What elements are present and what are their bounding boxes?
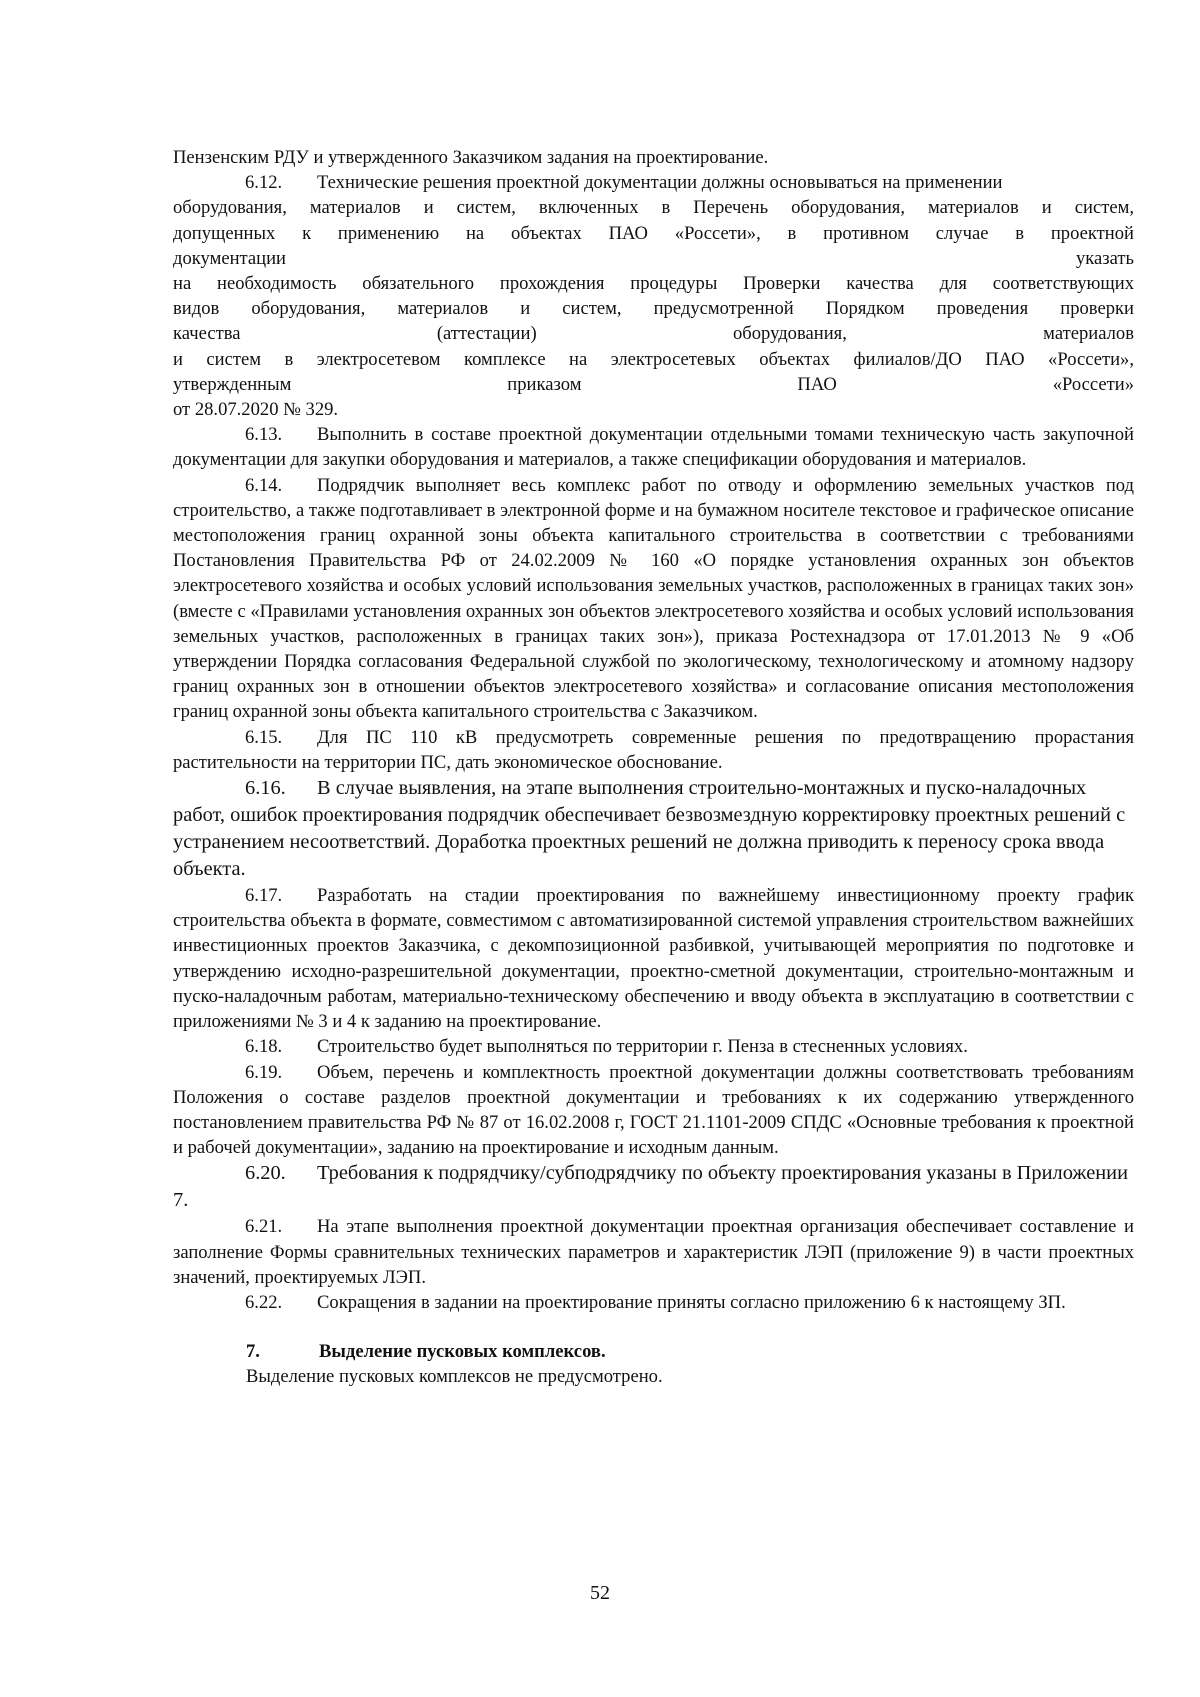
paragraph-6-19 — [173, 1060, 1134, 1161]
paragraph-6-20 — [173, 1160, 1134, 1214]
section-gap — [173, 1315, 1134, 1339]
paragraph-text: Выполнить в составе проектной документации отдельными томами техническую часть закупочной документации для закупки оборудования и материалов, а также спецификации оборудования и материалов. — [173, 424, 1134, 471]
section-title: Выделение пусковых комплексов. — [319, 1341, 606, 1363]
paragraph-number: 6.14. — [245, 474, 283, 496]
paragraph-text: На этапе выполнения проектной документации проектная организация обеспечивает составление и заполнение Формы сравнительных технических параметров и характеристик ЛЭП (приложение 9) в части проектных значений, проектируемых ЛЭП. — [173, 1216, 1134, 1288]
paragraph-6-12-line-7: качества (аттестации) оборудования, материалов — [173, 323, 1134, 345]
paragraph-6-12-line-3: допущенных к применению на объектах ПАО «Россети», в противном случае в проектной — [173, 222, 1134, 244]
page-number: 52 — [590, 1582, 610, 1604]
paragraph-number: 6.21. — [245, 1216, 283, 1238]
paragraph-text: Подрядчик выполняет весь комплекс работ по отводу и оформлению земельных участков под строительство, а также подготавливает в электронной форме и на бумажном носителе текстовое и графическое описание местоположения границ охранной зоны объекта капитального строительства в соответствии с требованиями Постановления Правительства РФ от 24.02.2009 № 160 «О порядке установления охранных зон объектов электросетевого хозяйства и особых условий использования земельных участков, расположенных в границах таких зон» (вместе с «Правилами установления охранных зон объектов электросетевого хозяйства и особых условий использования земельных участков, расположенных в границах таких зон»), приказа Ростехнадзора от 17.01.2013 № 9 «Об утверждении Порядка согласования Федеральной службой по экологическому, технологическому и атомному надзору границ охранных зон в отношении объектов электросетевого хозяйства» и согласование описания местоположения границ охранной зоны объекта капитального строительства с Заказчиком. — [173, 474, 1134, 723]
paragraph-6-13 — [173, 422, 1134, 472]
paragraph-6-12-line-1: 6.12. Технические решения проектной документации должны основываться на применении — [173, 170, 1134, 195]
paragraph-number: 6.15. — [245, 726, 283, 748]
section-7-text: Выделение пусковых комплексов не предусмотрено. — [246, 1366, 663, 1388]
paragraph-6-18 — [173, 1034, 1134, 1059]
paragraph-6-15 — [173, 725, 1134, 775]
paragraph-6-12 — [173, 170, 1134, 422]
paragraph-number: 6.19. — [245, 1061, 283, 1083]
paragraph-text: В случае выявления, на этапе выполнения строительно-монтажных и пуско-наладочных работ, ошибок проектирования подрядчик обеспечивает безвозмездную корректировку проектных решений с устранением несоответствий. Доработка проектных решений не должна приводить к переносу срока ввода объекта. — [173, 777, 1126, 881]
paragraph-text: Объем, перечень и комплектность проектной документации должны соответствовать требованиям Положения о составе разделов проектной документации и требованиях к их содержанию утвержденного постановлением правительства РФ № 87 от 16.02.2008 г, ГОСТ 21.1101-2009 СПДС «Основные требования к проектной и рабочей документации», заданию на проектирование и исходным данным. — [173, 1061, 1134, 1159]
paragraph-6-22 — [173, 1290, 1134, 1315]
section-7-heading — [173, 1339, 1134, 1364]
paragraph-number: 6.13. — [245, 424, 283, 446]
paragraph-6-12-line-10: от 28.07.2020 № 329. — [173, 399, 339, 421]
paragraph-6-12-line-2: оборудования, материалов и систем, включенных в Перечень оборудования, материалов и систем, — [173, 197, 1134, 219]
paragraph-text: Для ПС 110 кВ предусмотреть современные решения по предотвращению прорастания растительности на территории ПС, дать экономическое обоснование. — [173, 726, 1134, 773]
paragraph-6-12-line-8: и систем в электросетевом комплексе на электросетевых объектах филиалов/ДО ПАО «Россети», — [173, 348, 1134, 370]
paragraph-number: 6.18. — [245, 1036, 283, 1058]
paragraph-6-12-line-4: документации указать — [173, 247, 1134, 269]
paragraph-text: Сокращения в задании на проектирование приняты согласно приложению 6 к настоящему ЗП. — [317, 1291, 1066, 1313]
paragraph-number: 6.22. — [245, 1291, 283, 1313]
intro-line: Пензенским РДУ и утвержденного Заказчиком задания на проектирование. — [173, 147, 769, 168]
paragraph-text: Строительство будет выполняться по территории г. Пенза в стесненных условиях. — [317, 1036, 968, 1058]
paragraph-number: 6.17. — [245, 885, 283, 907]
paragraph-text: Требования к подрядчику/субподрядчику по объекту проектирования указаны в Приложении 7. — [173, 1162, 1128, 1212]
paragraph-6-12-line-6: видов оборудования, материалов и систем, предусмотренной Порядком проведения проверки — [173, 298, 1134, 320]
paragraph-6-12-line-9: утвержденным приказом ПАО «Россети» — [173, 373, 1134, 395]
paragraph-6-17 — [173, 883, 1134, 1034]
paragraph-6-12-line-5: на необходимость обязательного прохождения процедуры Проверки качества для соответствующих — [173, 273, 1134, 295]
paragraph-number: 6.16. — [245, 777, 286, 800]
document-body — [173, 145, 1134, 1390]
paragraph-6-16 — [173, 775, 1134, 883]
section-number: 7. — [246, 1341, 260, 1363]
paragraph-number: 6.20. — [245, 1162, 286, 1185]
paragraph-number: 6.12. — [245, 172, 283, 194]
paragraph-6-14 — [173, 473, 1134, 725]
paragraph-text: Разработать на стадии проектирования по важнейшему инвестиционному проекту график строительства объекта в формате, совместимом с автоматизированной системой управления строительством важнейших инвестиционных проектов Заказчика, с декомпозиционной разбивкой, учитывающей мероприятия по подготовке и утверждению исходно-разрешительной документации, проектно-сметной документации, строительно-монтажным и пуско-наладочным работам, материально-техническому обеспечению и вводу объекта в эксплуатацию в соответствии с приложениями № 3 и 4 к заданию на проектирование. — [173, 885, 1134, 1033]
paragraph-6-21 — [173, 1214, 1134, 1290]
